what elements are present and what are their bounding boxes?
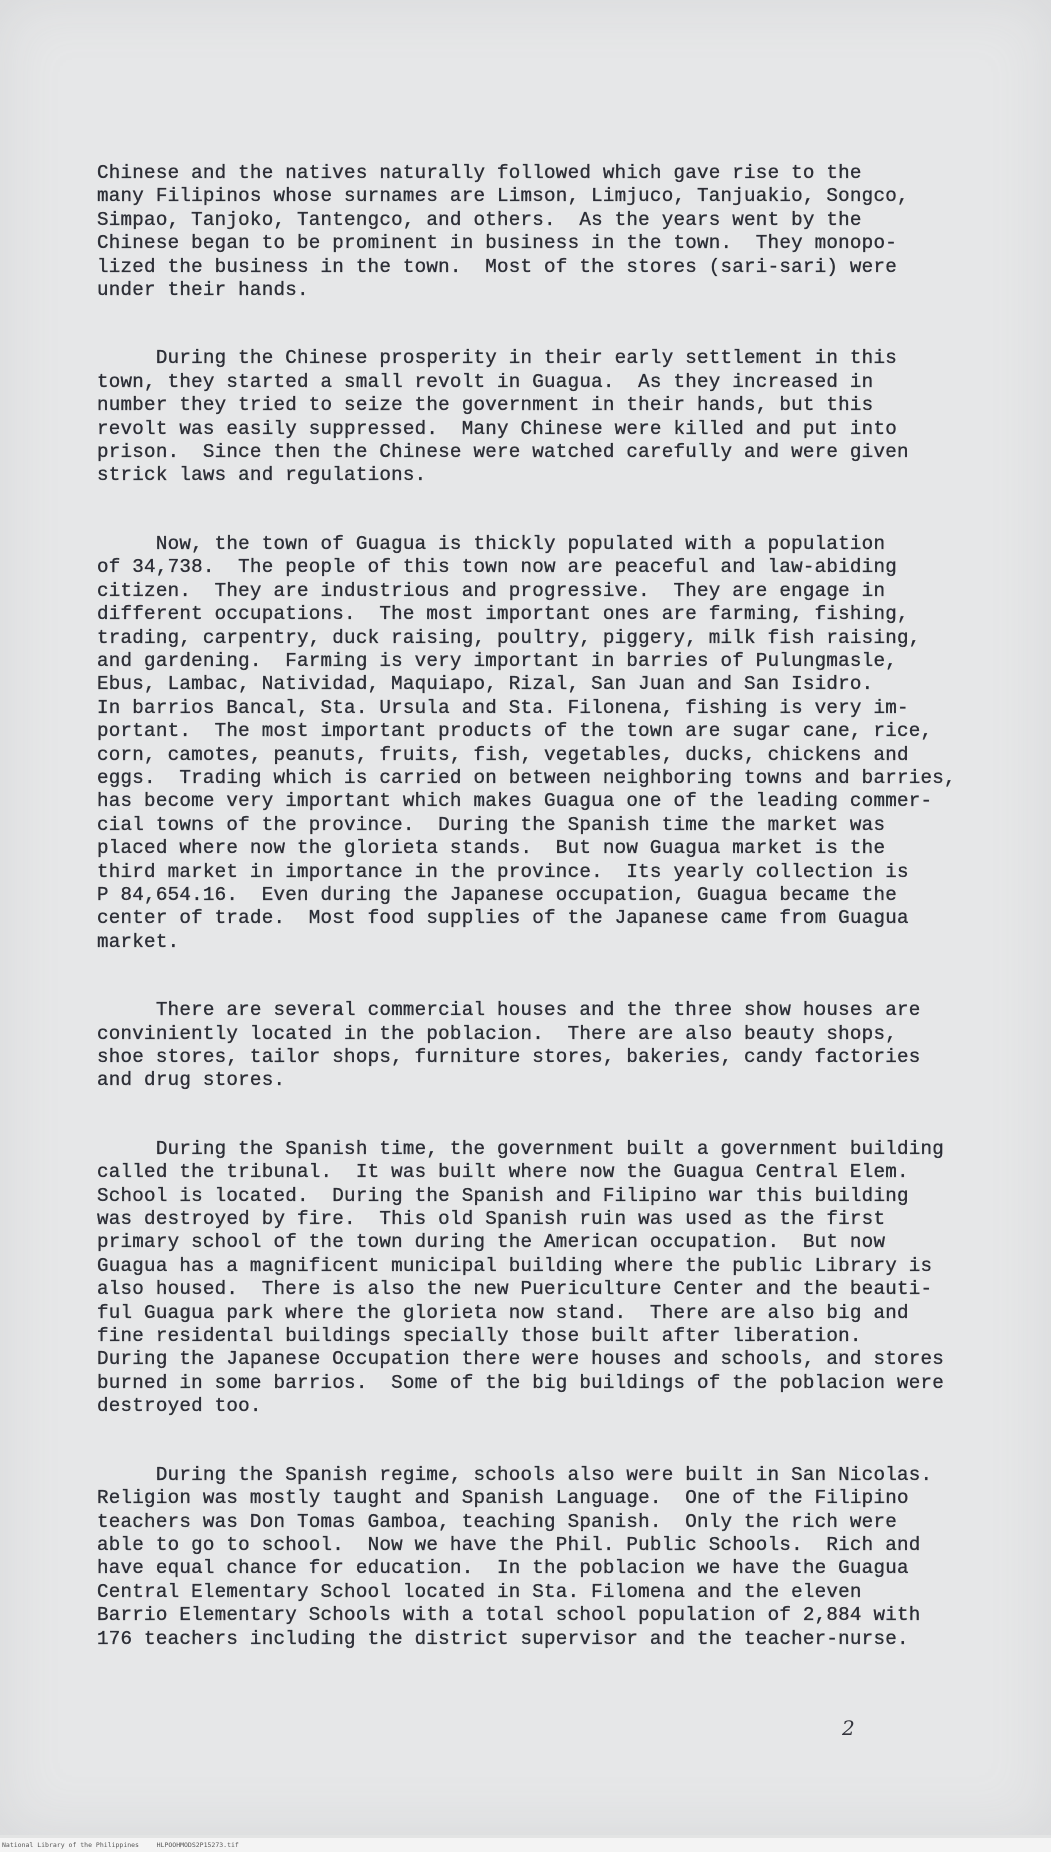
paragraph [97,999,1002,1093]
text-line: During the Spanish regime, schools also were built in San Nicolas. [97,1463,933,1486]
text-line: many Filipinos whose surnames are Limson, Limjuco, Tanjuakio, Songco, [97,185,909,208]
text-line: In barrios Bancal, Sta. Ursula and Sta. Filonena, fishing is very im- [97,696,909,719]
text-line: primary school of the town during the American occupation. But now [97,1231,886,1254]
text-line: revolt was easily suppressed. Many Chinese were killed and put into [97,417,897,440]
text-line: center of trade. Most food supplies of the Japanese came from Guagua [97,907,909,930]
text-line: of 34,738. The people of this town now are peaceful and law-abiding [97,556,897,579]
text-line: teachers was Don Tomas Gamboa, teaching Spanish. Only the rich were [97,1510,897,1533]
text-line: and drug stores. [97,1069,286,1092]
text-line: corn, camotes, peanuts, fruits, fish, vegetables, ducks, chickens and [97,743,909,766]
text-line: have equal chance for education. In the poblacion we have the Guagua [97,1557,909,1580]
text-line: 176 teachers including the district supervisor and the teacher-nurse. [97,1627,909,1650]
text-line: prison. Since then the Chinese were watched carefully and were given [97,441,909,464]
text-line: different occupations. The most important ones are farming, fishing, [97,603,909,626]
text-line: destroyed too. [97,1395,262,1418]
text-line: Now, the town of Guagua is thickly populated with a population [97,532,886,555]
text-line: citizen. They are industrious and progressive. They are engage in [97,579,886,602]
text-line: Religion was mostly taught and Spanish Language. One of the Filipino [97,1487,909,1510]
text-line: placed where now the glorieta stands. But now Guagua market is the [97,837,886,860]
text-line: During the Spanish time, the government built a government building [97,1137,945,1160]
text-line: During the Chinese prosperity in their early settlement in this [97,347,897,370]
text-line: Central Elementary School located in Sta. Filomena and the eleven [97,1580,862,1603]
text-line: Simpao, Tanjoko, Tantengco, and others. As the years went by the [97,208,862,231]
paragraph [97,347,1002,487]
text-line: ful Guagua park where the glorieta now stand. There are also big and [97,1301,909,1324]
text-line: number they tried to seize the government in their hands, but this [97,394,874,417]
text-line: called the tribunal. It was built where now the Guagua Central Elem. [97,1161,909,1184]
text-line: There are several commercial houses and the three show houses are [97,999,921,1022]
text-line: third market in importance in the province. Its yearly collection is [97,860,909,883]
footer-library: National Library of the Philippines [2,1841,139,1849]
text-line: School is located. During the Spanish and Filipino war this building [97,1184,909,1207]
text-line: strick laws and regulations. [97,464,427,487]
paragraph [97,1464,1002,1651]
text-line: Ebus, Lambac, Natividad, Maquiapo, Rizal, San Juan and San Isidro. [97,673,874,696]
text-line: and gardening. Farming is very important in barries of Pulungmasle, [97,649,897,672]
text-line: Chinese began to be prominent in business in the town. They monopo- [97,232,897,255]
text-line: also housed. There is also the new Puericulture Center and the beauti- [97,1278,933,1301]
scan-footer [0,1838,1051,1852]
text-line: was destroyed by fire. This old Spanish ruin was used as the first [97,1208,886,1231]
text-line: market. [97,930,180,953]
footer-filename: HLPOOHMODS2P15273.tif [156,1841,239,1849]
text-line: town, they started a small revolt in Guagua. As they increased in [97,370,874,393]
text-line: Guagua has a magnificent municipal building where the public Library is [97,1254,933,1277]
text-line: able to go to school. Now we have the Phil. Public Schools. Rich and [97,1533,921,1556]
text-line: Chinese and the natives naturally followed which gave rise to the [97,162,862,184]
text-line: shoe stores, tailor shops, furniture stores, bakeries, candy factories [97,1046,921,1068]
paragraph [97,533,1002,954]
text-line: P 84,654.16. Even during the Japanese occupation, Guagua became the [97,883,897,906]
text-line: burned in some barrios. Some of the big buildings of the poblacion were [97,1371,945,1394]
text-line: lized the business in the town. Most of the stores (sari-sari) were [97,255,897,278]
text-line: eggs. Trading which is carried on between neighboring towns and barries, [97,766,956,789]
text-line: conviniently located in the poblacion. There are also beauty shops, [97,1022,897,1045]
text-line: portant. The most important products of the town are sugar cane, rice, [97,720,933,743]
text-line: fine residental buildings specially those built after liberation. [97,1325,862,1348]
document-body [97,162,1002,1696]
text-line: has become very important which makes Guagua one of the leading commer- [97,790,933,813]
paragraph [97,1138,1002,1419]
text-line: During the Japanese Occupation there were houses and schools, and stores [97,1348,945,1371]
paragraph [97,162,1002,302]
text-line: under their hands. [97,279,309,302]
text-line: Barrio Elementary Schools with a total school population of 2,884 with [97,1604,921,1627]
text-line: cial towns of the province. During the Spanish time the market was [97,813,886,836]
page-number-mark: 2 [842,1716,855,1740]
text-line: trading, carpentry, duck raising, poultry, piggery, milk fish raising, [97,626,921,649]
